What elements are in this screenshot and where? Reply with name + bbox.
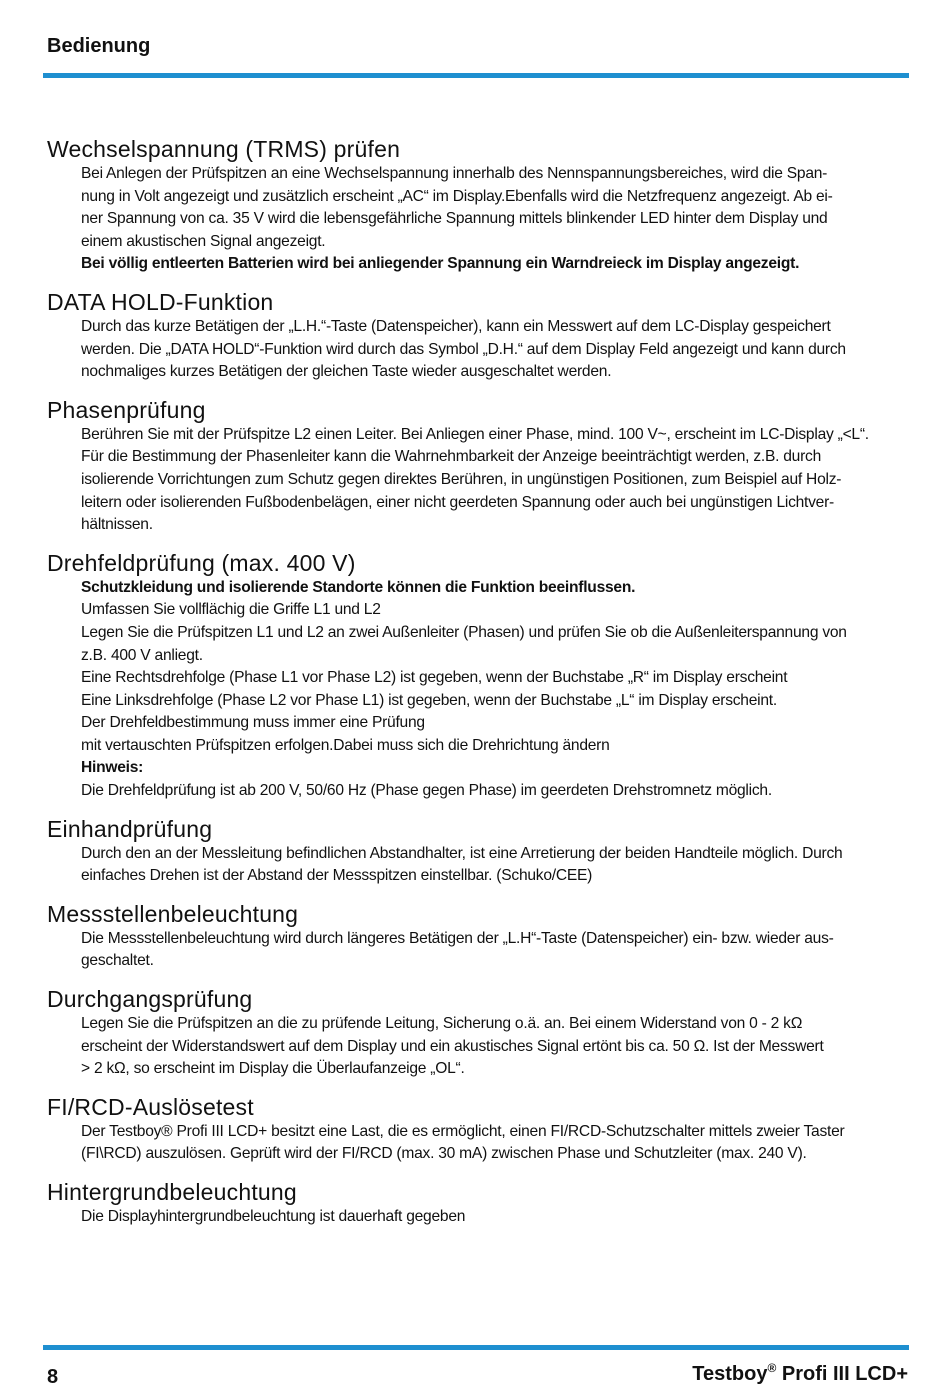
section-heading: Messstellenbeleuchtung xyxy=(47,900,299,927)
product-name: Profi III LCD+ xyxy=(776,1363,908,1385)
section-einhand xyxy=(47,815,907,888)
section-phasenpruefung xyxy=(47,396,907,537)
body-line: Eine Rechtsdrehfolge (Phase L1 vor Phase L2) ist gegeben, wenn der Buchstabe „R“ im Display erscheint xyxy=(81,669,788,687)
section-trms xyxy=(47,135,907,276)
body-line: Eine Linksdrehfolge (Phase L2 vor Phase L1) ist gegeben, wenn der Buchstabe „L“ im Display erscheint. xyxy=(81,691,777,709)
body-line: Legen Sie die Prüfspitzen an die zu prüfende Leitung, Sicherung o.ä. an. Bei einem Widerstand von 0 - 2 kΩ xyxy=(81,1015,803,1033)
section-heading: DATA HOLD-Funktion xyxy=(47,288,274,315)
body-line: einfaches Drehen ist der Abstand der Messspitzen einstellbar. (Schuko/CEE) xyxy=(81,867,593,885)
section-fi-rcd xyxy=(47,1093,907,1166)
section-heading: Hintergrundbeleuchtung xyxy=(47,1179,297,1205)
body-line: (FI\RCD) auszulösen. Geprüft wird der FI/RCD (max. 30 mA) zwischen Phase und Schutzleiter (max. 240 V). xyxy=(81,1145,807,1163)
section-data-hold xyxy=(47,288,907,384)
body-line: Für die Bestimmung der Phasenleiter kann die Wahrnehmbarkeit der Anzeige beeinträchtigt werden, z.B. durch xyxy=(81,448,822,466)
section-heading: Durchgangsprüfung xyxy=(47,986,253,1013)
section-heading: FI/RCD-Auslösetest xyxy=(47,1093,254,1120)
body-line: Der Testboy® Profi III LCD+ besitzt eine Last, die es ermöglicht, einen FI/RCD-Schutzschalter mittels zweier Taster xyxy=(81,1122,845,1140)
body-line: geschaltet. xyxy=(81,952,154,970)
body-line: werden. Die „DATA HOLD“-Funktion wird durch das Symbol „D.H.“ auf dem Display Feld angezeigt und kann durch xyxy=(81,340,846,358)
brand-name: Testboy xyxy=(692,1363,768,1385)
section-durchgang xyxy=(47,985,907,1081)
body-line: Die Displayhintergrundbeleuchtung ist dauerhaft gegeben xyxy=(81,1208,466,1225)
registered-mark: ® xyxy=(767,1361,777,1375)
header-rule xyxy=(43,73,909,78)
body-line: leitern oder isolierenden Fußbodenbelägen, einer nicht geerdeten Spannung oder auch bei ungünstigen Lichtver- xyxy=(81,493,834,511)
body-line: Der Drehfeldbestimmung muss immer eine Prüfung xyxy=(81,714,425,732)
footer-rule xyxy=(43,1345,909,1350)
body-line: > 2 kΩ, so erscheint im Display die Überlaufanzeige „OL“. xyxy=(81,1060,465,1078)
body-line: Durch den an der Messleitung befindlichen Abstandhalter, ist eine Arretierung der beiden Handteile möglich. Durch xyxy=(81,844,843,862)
body-line: ner Spannung von ca. 35 V wird die lebensgefährliche Spannung mittels blinkender LED hinter dem Display und xyxy=(81,210,828,228)
body-line: hältnissen. xyxy=(81,516,153,534)
section-drehfeld xyxy=(47,549,907,803)
body-line: nochmaliges kurzes Betätigen der gleichen Taste wieder ausgeschaltet werden. xyxy=(81,363,612,381)
body-line: Legen Sie die Prüfspitzen L1 und L2 an zwei Außenleiter (Phasen) und prüfen Sie ob die Außenleiterspannung von xyxy=(81,623,847,641)
body-line: nung in Volt angezeigt und zusätzlich erscheint „AC“ im Display.Ebenfalls wird die Netzfrequenz angezeigt. Ab ei- xyxy=(81,187,833,205)
body-line: Die Drehfeldprüfung ist ab 200 V, 50/60 Hz (Phase gegen Phase) im geerdeten Drehstromnetz möglich. xyxy=(81,782,772,800)
section-hintergrund xyxy=(47,1178,907,1229)
section-heading: Phasenprüfung xyxy=(47,396,206,423)
body-line: isolierende Vorrichtungen zum Schutz gegen direktes Berühren, in ungünstigen Positionen, zum Beispiel auf Holz- xyxy=(81,470,842,488)
body-line: Berühren Sie mit der Prüfspitze L2 einen Leiter. Bei Anliegen einer Phase, mind. 100 V~, erscheint im LC-Display „<L“. xyxy=(81,425,869,443)
note-label: Hinweis: xyxy=(81,759,144,777)
section-heading: Einhandprüfung xyxy=(47,815,213,842)
body-line: mit vertauschten Prüfspitzen erfolgen.Dabei muss sich die Drehrichtung ändern xyxy=(81,736,610,754)
page-header-title: Bedienung xyxy=(47,35,151,57)
warning-line: Bei völlig entleerten Batterien wird bei anliegender Spannung ein Warndreieck im Display angezeigt. xyxy=(81,255,800,273)
page-number: 8 xyxy=(47,1366,59,1388)
body-line: z.B. 400 V anliegt. xyxy=(81,646,203,664)
warning-line: Schutzkleidung und isolierende Standorte können die Funktion beeinflussen. xyxy=(81,578,636,596)
body-line: Bei Anlegen der Prüfspitzen an eine Wechselspannung innerhalb des Nennspannungsbereiches, wird die Span- xyxy=(81,165,828,182)
body-line: Die Messstellenbeleuchtung wird durch längeres Betätigen der „L.H“-Taste (Datenspeicher) ein- bzw. wieder aus- xyxy=(81,929,834,947)
page-content xyxy=(47,135,907,1229)
body-line: Umfassen Sie vollflächig die Griffe L1 und L2 xyxy=(81,601,381,619)
body-line: erscheint der Widerstandswert auf dem Display und ein akustisches Signal ertönt bis ca. 50 Ω. Ist der Messwert xyxy=(81,1037,824,1055)
body-line: einem akustischen Signal angezeigt. xyxy=(81,232,326,250)
body-line: Durch das kurze Betätigen der „L.H.“-Taste (Datenspeicher), kann ein Messwert auf dem LC-Display gespeichert xyxy=(81,317,831,335)
section-messstellen xyxy=(47,900,907,973)
section-heading: Drehfeldprüfung (max. 400 V) xyxy=(47,549,356,576)
footer-brand xyxy=(692,1363,908,1386)
section-heading: Wechselspannung (TRMS) prüfen xyxy=(47,136,401,162)
